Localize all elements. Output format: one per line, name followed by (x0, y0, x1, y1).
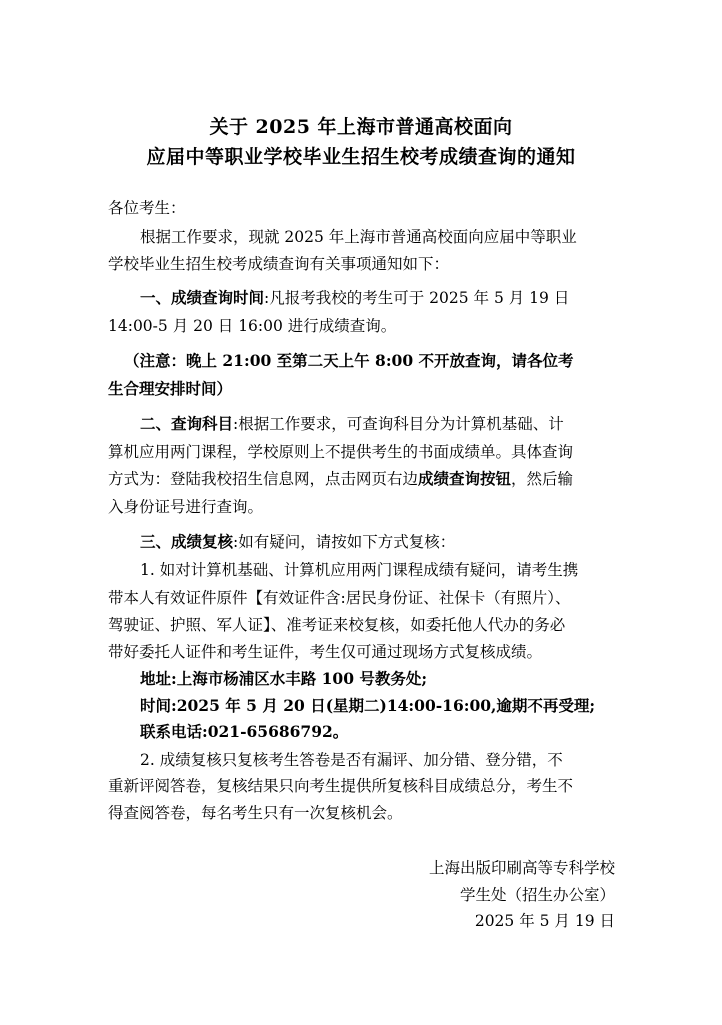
title-line-1: 关于 2025 年上海市普通高校面向 (209, 116, 513, 138)
section-2-line-4: 入身份证号进行查询。 (108, 498, 264, 516)
signature-date: 2025 年 5 月 19 日 (474, 912, 615, 930)
section-1-line-1 (140, 288, 569, 308)
item-1-line-2: 带本人有效证件原件【有效证件含:居民身份证、社保卡（有照片）、 (108, 589, 571, 607)
time-line: 时间:2025 年 5 月 20 日(星期二)14:00-16:00,逾期不再受理; (140, 696, 596, 715)
intro-line-1: 根据工作要求，现就 2025 年上海市普通高校面向应届中等职业 (140, 228, 577, 246)
item-2-line-2: 重新评阅答卷，复核结果只向考生提供所复核科目成绩总分，考生不 (108, 777, 574, 795)
item-2-line-1: 2. 成绩复核只复核考生答卷是否有漏评、加分错、登分错，不 (140, 751, 563, 769)
title-line-2: 应届中等职业学校毕业生招生校考成绩查询的通知 (146, 146, 576, 168)
greeting: 各位考生： (108, 199, 186, 217)
item-1-line-4: 带好委托人证件和考生证件，考生仅可通过现场方式复核成绩。 (108, 643, 543, 661)
note-line-2: 生合理安排时间） (108, 379, 233, 398)
section-2-line-3-a: 方式为：登陆我校招生信息网，点击网页右边 (108, 470, 419, 488)
item-2-line-3: 得查阅答卷，每名考生只有一次复核机会。 (108, 804, 403, 822)
section-2-heading: 二、查询科目 (140, 414, 234, 433)
query-button-text: 成绩查询按钮 (418, 469, 512, 488)
phone-line: 联系电话:021-65686792。 (140, 722, 349, 741)
section-3-heading: 三、成绩复核 (140, 532, 234, 551)
section-1-text: :凡报考我校的考生可于 2025 年 5 月 19 日 (264, 289, 570, 307)
item-1-line-1: 1. 如对计算机基础、计算机应用两门课程成绩有疑问，请考生携 (140, 561, 579, 579)
section-3-text: :如有疑问，请按如下方式复核： (233, 533, 456, 551)
section-3-line-1 (140, 532, 455, 552)
section-2-line-2: 算机应用两门课程，学校原则上不提供考生的书面成绩单。具体查询 (108, 443, 574, 461)
signature-org: 上海出版印刷高等专科学校 (428, 859, 615, 877)
address-line: 地址:上海市杨浦区水丰路 100 号教务处; (140, 669, 428, 688)
item-1-line-3: 驾驶证、护照、军人证】、准考证来校复核，如委托他人代办的务必 (108, 616, 566, 634)
section-2-line-3 (108, 469, 573, 489)
section-1-heading: 一、成绩查询时间 (140, 288, 265, 307)
section-2-line-3-c: ，然后输 (511, 470, 574, 488)
signature-dept: 学生处（招生办公室） (459, 886, 615, 904)
section-2-line-1 (140, 414, 564, 434)
section-1-line-2: 14:00-5 月 20 日 16:00 进行成绩查询。 (108, 317, 397, 335)
section-2-text: :根据工作要求，可查询科目分为计算机基础、计 (233, 415, 564, 433)
intro-line-2: 学校毕业生招生校考成绩查询有关事项通知如下： (108, 255, 450, 273)
note-line-1: （注意：晚上 21:00 至第二天上午 8:00 不开放查询，请各位考 (124, 351, 574, 370)
